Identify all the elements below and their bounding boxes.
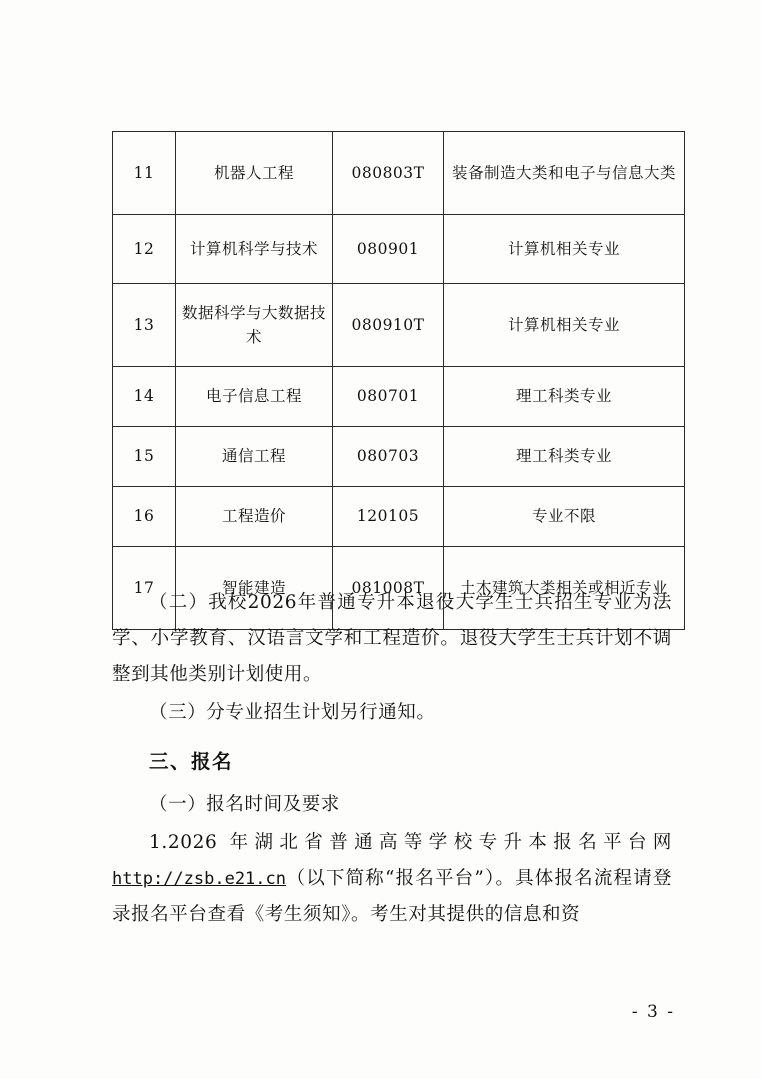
cell-requirement: 理工科类专业 [444,427,685,487]
paragraph-item-3: （三）分专业招生计划另行通知。 [149,702,436,723]
table-row [113,132,685,215]
cell-major-name: 智能建造 [176,547,333,630]
cell-major-code: 081008T [333,547,444,630]
paragraph-item-2: （二）我校2026年普通专升本退役大学生士兵招生专业为法学、小学教育、汉语言文学和工程造价。退役大学生士兵计划不调整到其他类别计划使用。 [112,592,672,685]
cell-major-name: 计算机科学与技术 [176,215,333,284]
cell-major-name: 工程造价 [176,487,333,547]
table-row [113,284,685,367]
document-body [112,585,672,935]
paragraph-text-after-url: （以下简称“报名平台”）。具体报名流程请登录报名平台查看《考生须知》。考生对其提供的信息和资 [112,868,672,925]
cell-requirement: 专业不限 [444,487,685,547]
paragraph-registration-time: （一）报名时间及要求 [149,794,341,815]
cell-no: 17 [113,547,176,630]
cell-major-code: 080803T [333,132,444,215]
cell-requirement: 计算机相关专业 [444,284,685,367]
table-row [113,487,685,547]
cell-major-code: 080901 [333,215,444,284]
table-row [113,215,685,284]
cell-major-name: 通信工程 [176,427,333,487]
table-row [113,427,685,487]
cell-no: 15 [113,427,176,487]
cell-no: 13 [113,284,176,367]
cell-requirement: 土木建筑大类相关或相近专业 [444,547,685,630]
cell-no: 14 [113,367,176,427]
table-row [113,367,685,427]
page-number: - 3 - [631,1002,675,1022]
section-heading-registration: 三、报名 [149,750,234,773]
cell-requirement: 理工科类专业 [444,367,685,427]
cell-no: 16 [113,487,176,547]
paragraph-registration-platform [112,825,672,933]
paragraph-text-before-url: 1.2026 年湖北省普通高等学校专升本报名平台网 [149,832,672,853]
majors-table [112,131,685,630]
cell-requirement: 计算机相关专业 [444,215,685,284]
cell-major-name: 机器人工程 [176,132,333,215]
cell-major-name: 电子信息工程 [176,367,333,427]
cell-major-code: 080701 [333,367,444,427]
registration-platform-link[interactable]: http://zsb.e21.cn [112,869,286,889]
cell-no: 12 [113,215,176,284]
cell-major-code: 120105 [333,487,444,547]
cell-major-name: 数据科学与大数据技术 [176,284,333,367]
cell-major-code: 080910T [333,284,444,367]
cell-requirement: 装备制造大类和电子与信息大类 [444,132,685,215]
cell-no: 11 [113,132,176,215]
cell-major-code: 080703 [333,427,444,487]
